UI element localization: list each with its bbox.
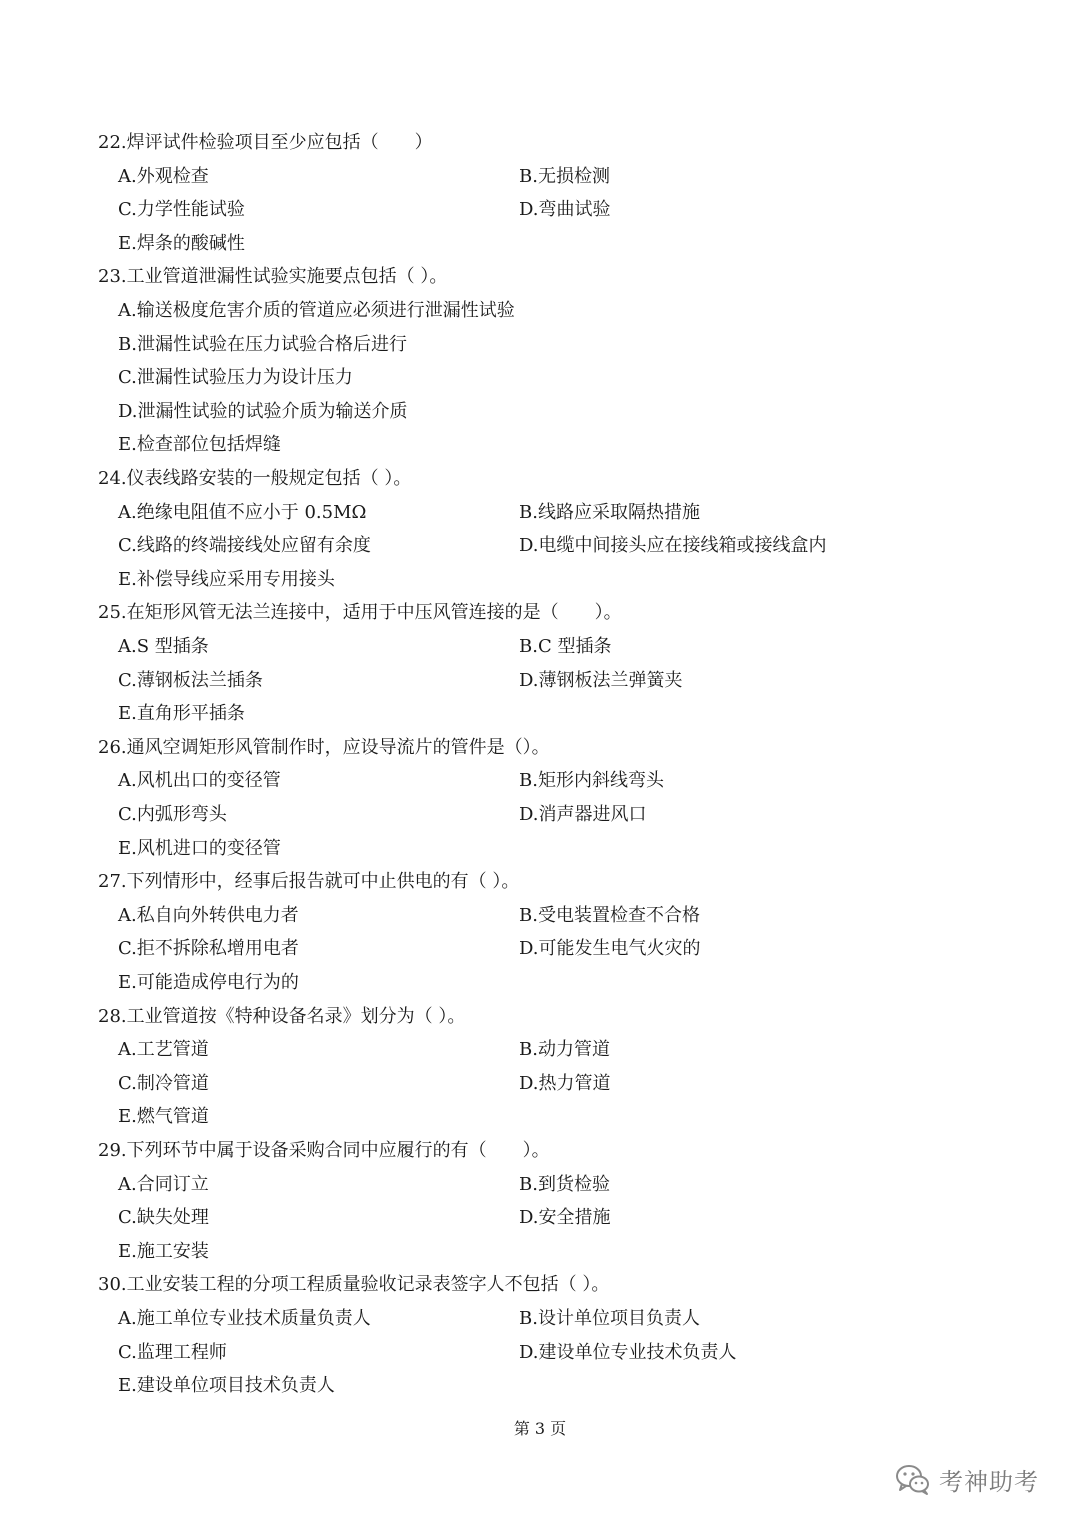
- option-d: D.消声器进风口: [519, 803, 647, 825]
- option-a: A.输送极度危害介质的管道应必须进行泄漏性试验: [118, 299, 515, 321]
- option-e: E.焊条的酸碱性: [118, 232, 245, 254]
- question-text: 22.焊评试件检验项目至少应包括（ ）: [98, 132, 433, 153]
- option-e: E.施工安装: [118, 1240, 209, 1262]
- question-text: 24.仪表线路安装的一般规定包括（ ）。: [98, 468, 412, 489]
- option-d: D.可能发生电气火灾的: [519, 938, 701, 960]
- question-text: 26.通风空调矩形风管制作时，应设导流片的管件是（）。: [98, 736, 550, 758]
- option-d: D.热力管道: [519, 1072, 611, 1094]
- option-b: B.设计单位项目负责人: [519, 1307, 700, 1329]
- option-b: B.线路应采取隔热措施: [519, 501, 700, 523]
- question-text: 29.下列环节中属于设备采购合同中应履行的有（ ）。: [98, 1140, 550, 1161]
- option-e: E.检查部位包括焊缝: [118, 434, 281, 456]
- option-b: B.无损检测: [519, 165, 610, 187]
- option-a: A.S 型插条: [118, 635, 209, 657]
- option-a: A.外观检查: [118, 165, 209, 187]
- option-d: D.弯曲试验: [519, 199, 611, 221]
- option-a: A.私自向外转供电力者: [118, 904, 299, 926]
- question-text: 28.工业管道按《特种设备名录》划分为（ ）。: [98, 1005, 466, 1027]
- option-b: B.到货检验: [519, 1173, 610, 1195]
- option-e: E.燃气管道: [118, 1106, 209, 1128]
- option-e: E.建设单位项目技术负责人: [118, 1375, 335, 1397]
- option-b: B.C 型插条: [519, 635, 612, 657]
- option-c: C.内弧形弯头: [118, 803, 227, 825]
- watermark: [893, 1457, 1039, 1501]
- option-c: C.拒不拆除私增用电者: [118, 938, 299, 960]
- option-e: E.直角形平插条: [118, 703, 245, 725]
- option-d: D.建设单位专业技术负责人: [519, 1341, 737, 1363]
- option-d: D.薄钢板法兰弹簧夹: [519, 669, 683, 691]
- wechat-icon: [893, 1459, 933, 1499]
- option-b: B.受电装置检查不合格: [519, 904, 700, 926]
- option-a: A.合同订立: [118, 1173, 209, 1195]
- question-text: 30.工业安装工程的分项工程质量验收记录表签字人不包括（ ）。: [98, 1274, 610, 1296]
- option-c: C.力学性能试验: [118, 199, 245, 221]
- option-c: C.制冷管道: [118, 1072, 209, 1094]
- question-text: 25.在矩形风管无法兰连接中，适用于中压风管连接的是（ ）。: [98, 602, 622, 624]
- option-d: D.电缆中间接头应在接线箱或接线盒内: [519, 535, 827, 557]
- option-e: E.可能造成停电行为的: [118, 971, 299, 993]
- option-c: C.缺失处理: [118, 1207, 209, 1229]
- option-a: A.绝缘电阻值不应小于 0.5MΩ: [118, 501, 367, 523]
- option-b: B.动力管道: [519, 1039, 610, 1061]
- option-e: E.补偿导线应采用专用接头: [118, 568, 335, 590]
- option-c: C.泄漏性试验压力为设计压力: [118, 367, 353, 389]
- option-c: C.线路的终端接线处应留有余度: [118, 535, 371, 557]
- option-a: A.施工单位专业技术质量负责人: [118, 1307, 371, 1329]
- option-d: D.安全措施: [519, 1207, 611, 1229]
- option-d: D.泄漏性试验的试验介质为输送介质: [118, 400, 408, 422]
- watermark-text: 考神助考: [939, 1467, 1039, 1496]
- option-c: C.薄钢板法兰插条: [118, 669, 263, 691]
- option-c: C.监理工程师: [118, 1341, 227, 1363]
- option-a: A.风机出口的变径管: [118, 770, 281, 792]
- option-b: B.泄漏性试验在压力试验合格后进行: [118, 333, 407, 355]
- question-text: 27.下列情形中，经事后报告就可中止供电的有（ ）。: [98, 871, 520, 893]
- option-e: E.风机进口的变径管: [118, 837, 281, 859]
- page-number: 第 3 页: [513, 1419, 567, 1438]
- option-a: A.工艺管道: [118, 1039, 209, 1061]
- option-b: B.矩形内斜线弯头: [519, 770, 664, 792]
- question-text: 23.工业管道泄漏性试验实施要点包括（ ）。: [98, 266, 448, 288]
